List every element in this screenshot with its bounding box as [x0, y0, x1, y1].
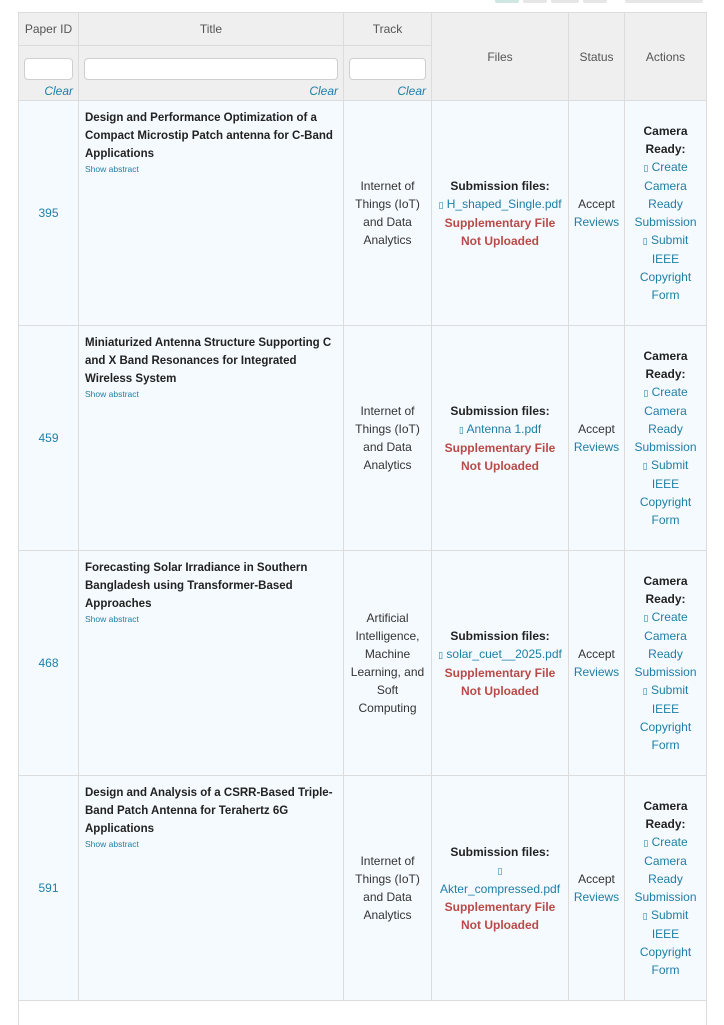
filter-title [79, 46, 344, 101]
table-footer [19, 1001, 707, 1025]
track-cell: Internet of Things (IoT) and Data Analytics [344, 326, 432, 551]
status-text: Accept [570, 420, 623, 438]
file-name: solar_cuet__2025.pdf [446, 647, 561, 661]
file-icon: ▯ [459, 425, 464, 435]
status-cell [569, 551, 625, 776]
col-header-files: Files [432, 13, 569, 101]
title-cell [79, 551, 344, 776]
supplementary-file-status: Supplementary File Not Uploaded [436, 664, 564, 700]
supplementary-file-status: Supplementary File Not Uploaded [436, 898, 564, 934]
reviews-link[interactable]: Reviews [570, 213, 623, 231]
camera-ready-label: Camera Ready: [629, 797, 702, 833]
paper-title: Design and Analysis of a CSRR-Based Triple-Band Patch Antenna for Terahertz 6G Applications [85, 784, 337, 838]
files-cell [432, 776, 569, 1001]
plus-icon: ▯ [643, 388, 648, 398]
upload-icon: ▯ [643, 236, 648, 246]
supplementary-file-status: Supplementary File Not Uploaded [436, 214, 564, 250]
status-text: Accept [570, 645, 623, 663]
table-footer-row [19, 1001, 707, 1025]
plus-icon: ▯ [643, 163, 648, 173]
col-header-actions: Actions [625, 13, 707, 101]
clear-track-filter-link[interactable]: Clear [349, 84, 426, 98]
status-text: Accept [570, 195, 623, 213]
track-cell: Artificial Intelligence, Machine Learning, and Soft Computing [344, 551, 432, 776]
submissions-table [18, 12, 706, 1025]
table-row [19, 551, 707, 776]
upload-icon: ▯ [643, 461, 648, 471]
filter-track [344, 46, 432, 101]
actions-cell [625, 551, 707, 776]
file-name: Akter_compressed.pdf [440, 882, 560, 896]
status-text: Accept [570, 870, 623, 888]
pagination-page-button[interactable] [495, 0, 519, 3]
upload-icon: ▯ [643, 686, 648, 696]
create-camera-ready-link[interactable] [634, 835, 696, 904]
pagination-page-button[interactable] [551, 0, 579, 3]
paper-title: Miniaturized Antenna Structure Supporting C and X Band Resonances for Integrated Wireless System [85, 334, 337, 388]
title-cell [79, 776, 344, 1001]
submit-copyright-link[interactable] [640, 683, 691, 752]
title-cell [79, 101, 344, 326]
file-icon: ▯ [438, 200, 443, 210]
plus-icon: ▯ [643, 838, 648, 848]
paper-title: Design and Performance Optimization of a Compact Microstip Patch antenna for C-Band Applications [85, 109, 337, 163]
show-abstract-link[interactable]: Show abstract [85, 614, 337, 624]
status-cell [569, 326, 625, 551]
track-cell: Internet of Things (IoT) and Data Analytics [344, 776, 432, 1001]
paper-id-link[interactable]: 468 [19, 551, 79, 776]
upload-icon: ▯ [643, 911, 648, 921]
status-cell [569, 776, 625, 1001]
reviews-link[interactable]: Reviews [570, 438, 623, 456]
col-header-status[interactable]: Status [569, 13, 625, 101]
supplementary-file-status: Supplementary File Not Uploaded [436, 439, 564, 475]
col-header-track[interactable]: Track [344, 13, 432, 46]
table-row [19, 776, 707, 1001]
file-name: Antenna 1.pdf [466, 422, 541, 436]
submission-files-label: Submission files: [436, 402, 564, 420]
submission-file-link[interactable] [436, 195, 564, 214]
paper-id-link[interactable]: 395 [19, 101, 79, 326]
title-cell [79, 326, 344, 551]
col-header-title[interactable]: Title [79, 13, 344, 46]
files-cell [432, 326, 569, 551]
submit-copyright-link[interactable] [640, 458, 691, 527]
submission-file-link[interactable] [436, 861, 564, 898]
submit-copyright-link[interactable] [640, 908, 691, 977]
create-camera-ready-link[interactable] [634, 610, 696, 679]
pagination-page-button[interactable] [583, 0, 607, 3]
create-camera-ready-link[interactable] [634, 385, 696, 454]
show-abstract-link[interactable]: Show abstract [85, 164, 337, 174]
reviews-link[interactable]: Reviews [570, 888, 623, 906]
create-camera-ready-label: Create Camera Ready Submission [634, 160, 696, 229]
camera-ready-label: Camera Ready: [629, 122, 702, 158]
pagination-bar [0, 0, 724, 12]
filter-paper-id [19, 46, 79, 101]
paper-id-filter-input[interactable] [24, 58, 73, 80]
show-abstract-link[interactable]: Show abstract [85, 389, 337, 399]
submission-file-link[interactable] [436, 645, 564, 664]
paper-id-link[interactable]: 591 [19, 776, 79, 1001]
plus-icon: ▯ [643, 613, 648, 623]
submit-copyright-label: Submit IEEE Copyright Form [640, 458, 691, 527]
paper-id-link[interactable]: 459 [19, 326, 79, 551]
page-size-select[interactable] [625, 0, 703, 3]
clear-title-filter-link[interactable]: Clear [84, 84, 338, 98]
create-camera-ready-label: Create Camera Ready Submission [634, 385, 696, 454]
submit-copyright-label: Submit IEEE Copyright Form [640, 233, 691, 302]
paper-title: Forecasting Solar Irradiance in Southern Bangladesh using Transformer-Based Approaches [85, 559, 337, 613]
actions-cell [625, 776, 707, 1001]
submission-files-label: Submission files: [436, 627, 564, 645]
reviews-link[interactable]: Reviews [570, 663, 623, 681]
track-cell: Internet of Things (IoT) and Data Analytics [344, 101, 432, 326]
table-row [19, 101, 707, 326]
actions-cell [625, 326, 707, 551]
submission-files-label: Submission files: [436, 177, 564, 195]
file-name: H_shaped_Single.pdf [447, 197, 562, 211]
files-cell [432, 551, 569, 776]
status-cell [569, 101, 625, 326]
pagination-page-button[interactable] [523, 0, 547, 3]
show-abstract-link[interactable]: Show abstract [85, 839, 337, 849]
camera-ready-label: Camera Ready: [629, 572, 702, 608]
clear-paper-id-filter-link[interactable]: Clear [24, 84, 73, 98]
actions-cell [625, 101, 707, 326]
submit-copyright-label: Submit IEEE Copyright Form [640, 683, 691, 752]
table-row [19, 326, 707, 551]
create-camera-ready-label: Create Camera Ready Submission [634, 610, 696, 679]
files-cell [432, 101, 569, 326]
create-camera-ready-link[interactable] [634, 160, 696, 229]
create-camera-ready-label: Create Camera Ready Submission [634, 835, 696, 904]
submit-copyright-link[interactable] [640, 233, 691, 302]
track-filter-input[interactable] [349, 58, 426, 80]
submit-copyright-label: Submit IEEE Copyright Form [640, 908, 691, 977]
file-icon: ▯ [438, 650, 443, 660]
title-filter-input[interactable] [84, 58, 338, 80]
submission-file-link[interactable] [436, 420, 564, 439]
submission-files-label: Submission files: [436, 843, 564, 861]
col-header-paper-id[interactable]: Paper ID [19, 13, 79, 46]
file-icon: ▯ [498, 866, 503, 876]
camera-ready-label: Camera Ready: [629, 347, 702, 383]
